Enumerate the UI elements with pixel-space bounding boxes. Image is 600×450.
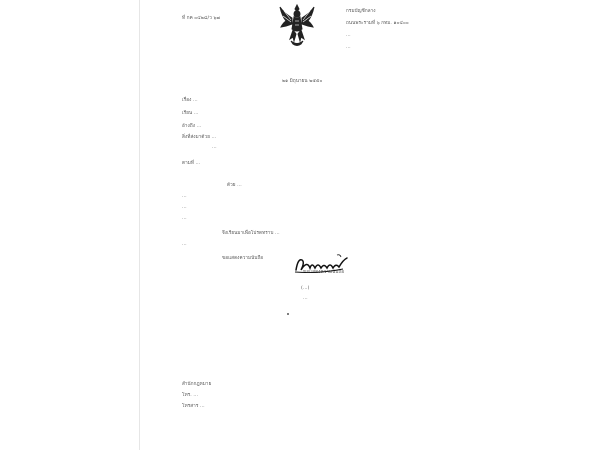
body-text-line: ตามที่ ...	[182, 161, 201, 166]
footer-fax: โทรสาร ...	[182, 404, 205, 409]
subject-line: เรื่อง ...	[182, 98, 198, 103]
sender-address-line: ...	[346, 45, 351, 50]
stray-mark	[287, 313, 289, 315]
garuda-emblem-icon	[279, 3, 315, 47]
closing-request-line: ขอแสดงความนับถือ	[222, 256, 264, 261]
body-text-line: ...	[182, 242, 187, 247]
signatory-title: ...	[303, 296, 308, 301]
reference-line: อ้างถึง ...	[182, 124, 202, 129]
body-text-line: จึงเรียนมาเพื่อโปรดทราบ ...	[222, 231, 280, 236]
closing-phrase: ขอแสดงความนับถือ	[303, 270, 345, 275]
sender-address-line: ถนนพระรามที่ ๖ กทม. ๑๐๔๐๐	[346, 21, 409, 26]
sender-address-line: ...	[346, 33, 351, 38]
footer-office: สำนักกฎหมาย	[182, 382, 212, 387]
handwritten-signature	[293, 252, 353, 278]
signatory-name: (...)	[301, 286, 310, 291]
page-edge	[139, 0, 140, 450]
footer-phone: โทร. ...	[182, 393, 199, 398]
body-text-line: ด้วย ...	[227, 183, 242, 188]
enclosure-line: สิ่งที่ส่งมาด้วย ...	[182, 135, 217, 140]
body-text-line: ...	[182, 216, 187, 221]
body-text-line: ...	[182, 194, 187, 199]
letter-date: ๒๑ มิถุนายน ๒๕๕๐	[282, 79, 323, 84]
salutation-line: เรียน ...	[182, 111, 199, 116]
body-text-line: ...	[182, 205, 187, 210]
reference-number: ที่ กค ๐๔๒๘/ว ๖๗	[182, 16, 221, 21]
sender-address-line: กรมบัญชีกลาง	[346, 9, 376, 14]
enclosure-line: ...	[212, 145, 217, 150]
